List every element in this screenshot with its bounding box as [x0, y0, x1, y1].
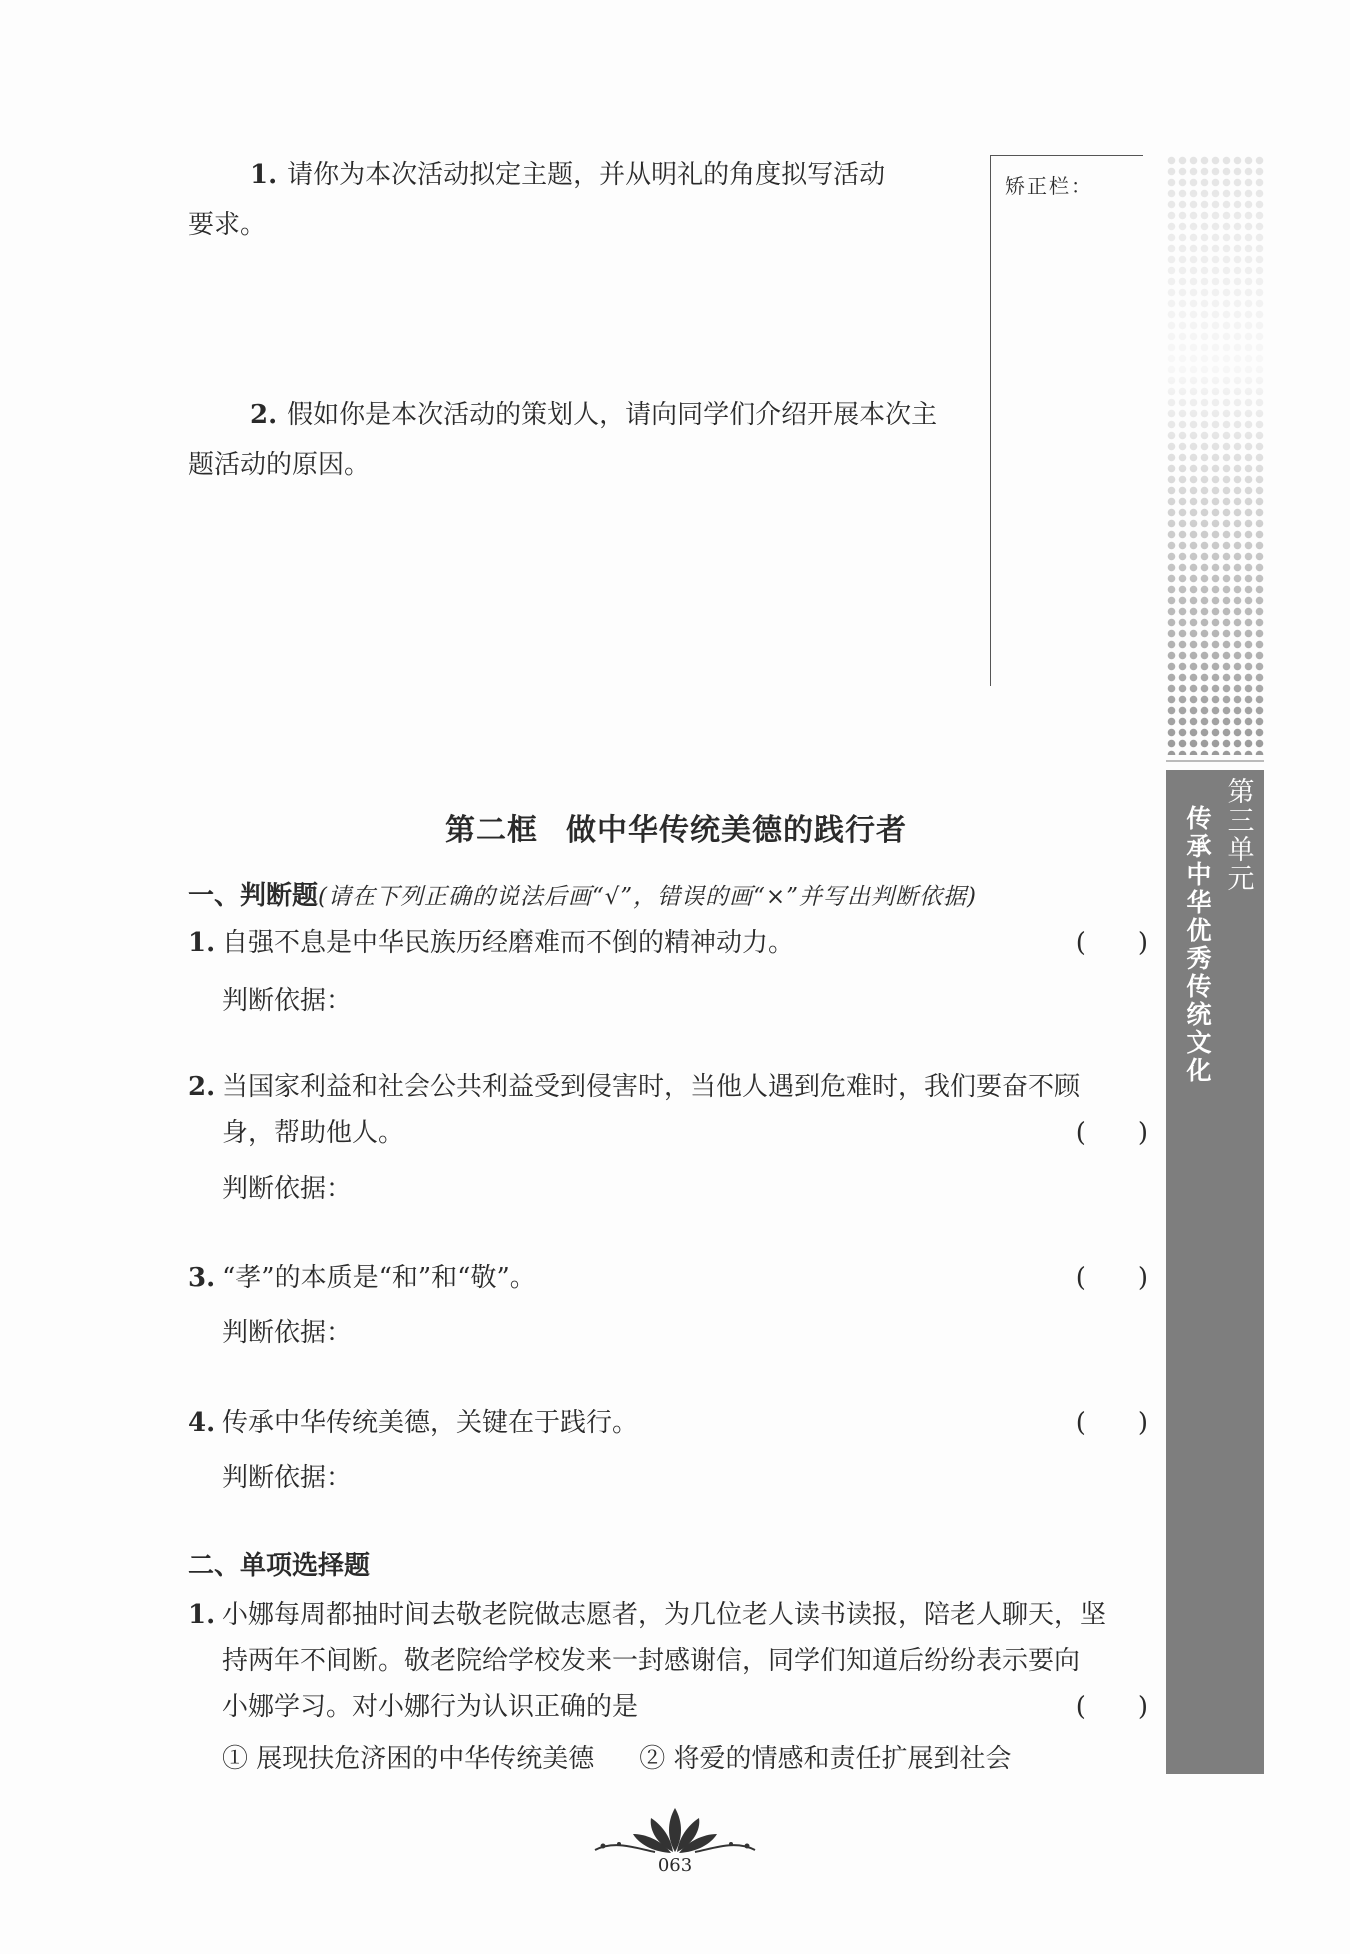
section-title-part2: 做中华传统美德的践行者 — [566, 813, 907, 848]
basis-label: 判断依据： — [222, 1463, 353, 1493]
basis-label: 判断依据： — [222, 986, 353, 1016]
item-text: 当国家利益和社会公共利益受到侵害时，当他人遇到危难时，我们要奋不顾 — [222, 1072, 1081, 1102]
question-text: 要求。 — [188, 210, 267, 240]
question-line: 持两年不间断。敬老院给学校发来一封感谢信，同学们知道后纷纷表示要向 — [222, 1646, 1081, 1676]
part-two-title: 二、单项选择题 — [188, 1551, 371, 1581]
answer-bracket[interactable]: ( ) — [1075, 1692, 1148, 1722]
item-text-continued: 身，帮助他人。 — [222, 1118, 405, 1148]
question-line: 小娜每周都抽时间去敬老院做志愿者，为几位老人读书读报，陪老人聊天，坚 — [222, 1600, 1107, 1630]
option-1: ① 展现扶危济困的中华传统美德 — [222, 1744, 595, 1774]
answer-bracket[interactable]: ( ) — [1075, 1118, 1148, 1148]
open-question-1 — [188, 150, 978, 250]
section-title-part1: 第二框 — [445, 813, 538, 848]
correction-label: 矫正栏： — [1005, 174, 1093, 198]
side-dot-pattern — [1166, 155, 1264, 755]
part-one-heading — [188, 878, 977, 915]
item-text: 自强不息是中华民族历经磨难而不倒的精神动力。 — [222, 928, 795, 958]
footer-leaf-ornament-icon — [585, 1800, 765, 1860]
choice-question-1 — [188, 1592, 1148, 1730]
part-one-title: 一、判断题 — [188, 881, 319, 911]
open-question-2 — [188, 390, 978, 490]
answer-bracket[interactable]: ( ) — [1075, 928, 1148, 958]
judgment-item-2 — [188, 1064, 1148, 1156]
answer-bracket[interactable]: ( ) — [1075, 1408, 1148, 1438]
judgment-item-3 — [188, 1255, 1148, 1301]
item-number: 4. — [188, 1408, 216, 1438]
answer-bracket[interactable]: ( ) — [1075, 1263, 1148, 1293]
section-title — [445, 805, 907, 849]
side-divider — [1166, 760, 1264, 762]
item-number: 1. — [188, 1600, 216, 1630]
item-number: 1. — [188, 928, 216, 958]
judgment-item-4 — [188, 1400, 1148, 1446]
question-text: 请你为本次活动拟定主题，并从明礼的角度拟写活动 — [287, 160, 886, 190]
option-2: ② 将爱的情感和责任扩展到社会 — [639, 1744, 1012, 1774]
item-number: 3. — [188, 1263, 216, 1293]
item-text: “孝”的本质是“和”和“敬”。 — [222, 1263, 536, 1293]
part-two-heading — [188, 1548, 370, 1584]
item-text: 传承中华传统美德，关键在于践行。 — [222, 1408, 639, 1438]
question-text: 假如你是本次活动的策划人，请向同学们介绍开展本次主 — [287, 400, 938, 430]
question-line: 小娜学习。对小娜行为认识正确的是 — [222, 1692, 639, 1722]
choice-options — [222, 1738, 1057, 1775]
part-one-instruction: (请在下列正确的说法后画“√”，错误的画“×”并写出判断依据) — [318, 884, 977, 910]
item-number: 2. — [188, 1072, 216, 1102]
correction-column — [990, 155, 1143, 686]
unit-side-tab — [1166, 770, 1264, 1774]
unit-number: 第三单元 — [1227, 777, 1255, 895]
page-number: 063 — [657, 1855, 693, 1876]
basis-label: 判断依据： — [222, 1174, 353, 1204]
question-number: 1. — [250, 160, 278, 190]
unit-title: 传承中华优秀传统文化 — [1186, 804, 1212, 1085]
question-number: 2. — [250, 400, 278, 430]
judgment-item-1 — [188, 920, 1148, 966]
basis-label: 判断依据： — [222, 1318, 353, 1348]
question-text: 题活动的原因。 — [188, 450, 371, 480]
